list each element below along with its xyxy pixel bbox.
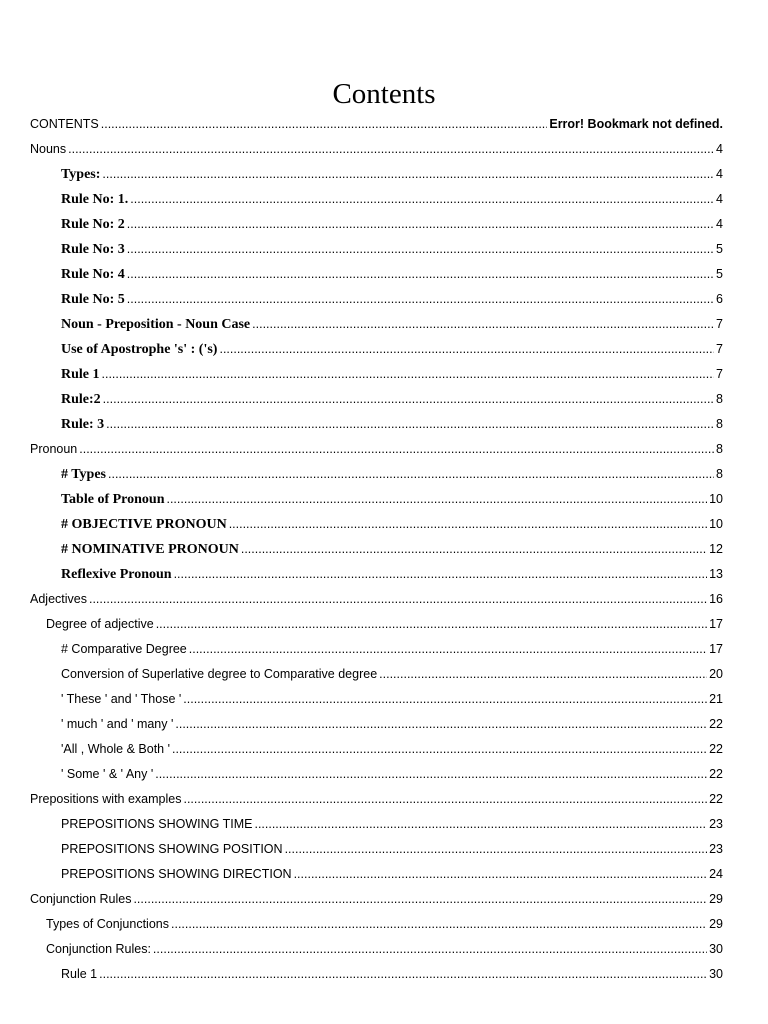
toc-entry-page: 20	[709, 667, 723, 681]
toc-entry-page: 13	[709, 567, 723, 581]
toc-entry-page: 7	[716, 317, 723, 331]
toc-entry[interactable]	[61, 512, 723, 537]
dot-leader	[379, 662, 707, 687]
toc-entry[interactable]	[61, 812, 723, 837]
toc-entry-label: # OBJECTIVE PRONOUN	[61, 517, 227, 532]
toc-entry[interactable]	[30, 587, 723, 612]
toc-entry-label: Rule No: 5	[61, 292, 125, 307]
toc-entry[interactable]	[61, 712, 723, 737]
toc-entry-page: 7	[716, 367, 723, 381]
toc-entry-label: Pronoun	[30, 442, 78, 456]
toc-entry-page: 21	[709, 692, 723, 706]
toc-entry-page: 29	[709, 892, 723, 906]
dot-leader	[99, 962, 707, 987]
toc-entry-label: ' These ' and ' Those '	[61, 692, 182, 706]
toc-entry-label: Conversion of Superlative degree to Comparative degree	[61, 667, 378, 681]
toc-entry[interactable]	[61, 962, 723, 987]
toc-entry-label: PREPOSITIONS SHOWING POSITION	[61, 842, 283, 856]
toc-entry[interactable]	[61, 837, 723, 862]
toc-entry-label: Conjunction Rules:	[46, 942, 151, 956]
toc-entry-page: 10	[709, 517, 723, 531]
toc-entry[interactable]	[61, 287, 723, 312]
toc-entry[interactable]	[61, 387, 723, 412]
toc-entry-label: Reflexive Pronoun	[61, 567, 172, 582]
dot-leader	[127, 287, 714, 312]
toc-entry[interactable]	[61, 337, 723, 362]
toc-entry-label: Rule No: 4	[61, 267, 125, 282]
toc-entry-label: Types of Conjunctions	[46, 917, 169, 931]
toc-entry-label: Rule: 3	[61, 417, 105, 432]
toc-entry-page: 23	[709, 842, 723, 856]
toc-entry-label: Adjectives	[30, 592, 87, 606]
toc-entry[interactable]	[61, 662, 723, 687]
toc-entry-label: Rule:2	[61, 392, 101, 407]
dot-leader	[89, 587, 707, 612]
toc-entry-page: 8	[716, 417, 723, 431]
dot-leader	[127, 237, 714, 262]
toc-entry[interactable]	[61, 537, 723, 562]
toc-entry[interactable]	[30, 137, 723, 162]
toc-entry[interactable]	[61, 212, 723, 237]
dot-leader	[219, 337, 714, 362]
dot-leader	[175, 712, 707, 737]
toc-entry-page: 29	[709, 917, 723, 931]
toc-entry-page: 8	[716, 467, 723, 481]
toc-entry-page: 10	[709, 492, 723, 506]
toc-entry[interactable]	[61, 412, 723, 437]
toc-entry[interactable]	[61, 562, 723, 587]
toc-entry[interactable]	[61, 237, 723, 262]
toc-entry-page: 22	[709, 717, 723, 731]
toc-entry-label: Table of Pronoun	[61, 492, 165, 507]
toc-entry-page: 16	[709, 592, 723, 606]
dot-leader	[229, 512, 707, 537]
toc-entry-page: 4	[716, 142, 723, 156]
toc-entry-label: ' Some ' & ' Any '	[61, 767, 154, 781]
dot-leader	[172, 737, 707, 762]
dot-leader	[101, 112, 548, 137]
toc-entry[interactable]	[61, 487, 723, 512]
toc-entry-page: 8	[716, 392, 723, 406]
dot-leader	[189, 637, 707, 662]
dot-leader	[127, 262, 714, 287]
dot-leader	[183, 687, 707, 712]
toc-entry[interactable]	[30, 112, 723, 137]
toc-entry-label: Prepositions with examples	[30, 792, 182, 806]
dot-leader	[102, 162, 714, 187]
dot-leader	[254, 812, 707, 837]
toc-entry-page: 22	[709, 767, 723, 781]
toc-entry-label: Conjunction Rules	[30, 892, 132, 906]
dot-leader	[183, 787, 707, 812]
toc-entry[interactable]	[61, 687, 723, 712]
toc-entry[interactable]	[61, 862, 723, 887]
dot-leader	[171, 912, 707, 937]
toc-entry-label: Degree of adjective	[46, 617, 154, 631]
dot-leader	[106, 412, 714, 437]
toc-entry-page: 22	[709, 792, 723, 806]
toc-entry-page: 30	[709, 942, 723, 956]
toc-entry-page: 4	[716, 167, 723, 181]
dot-leader	[79, 437, 714, 462]
toc-entry[interactable]	[61, 362, 723, 387]
dot-leader	[241, 537, 707, 562]
toc-entry-label: # Comparative Degree	[61, 642, 187, 656]
dot-leader	[156, 612, 707, 637]
toc-entry[interactable]	[61, 187, 723, 212]
toc-entry-page: 8	[716, 442, 723, 456]
dot-leader	[252, 312, 714, 337]
toc-entry-label: Rule No: 2	[61, 217, 125, 232]
dot-leader	[294, 862, 708, 887]
toc-entry[interactable]	[30, 887, 723, 912]
toc-entry-label: Use of Apostrophe 's' : ('s)	[61, 342, 218, 357]
toc-entry-page: 4	[716, 217, 723, 231]
toc-entry-page: Error! Bookmark not defined.	[549, 117, 723, 131]
dot-leader	[285, 837, 708, 862]
toc-entry-label: # Types	[61, 467, 106, 482]
toc-entry[interactable]	[46, 612, 723, 637]
toc-entry-page: 17	[709, 642, 723, 656]
toc-entry-label: Rule 1	[61, 967, 98, 981]
dot-leader	[127, 212, 714, 237]
toc-entry[interactable]	[61, 162, 723, 187]
toc-entry[interactable]	[30, 437, 723, 462]
toc-entry-label: ' much ' and ' many '	[61, 717, 174, 731]
dot-leader	[166, 487, 707, 512]
toc-entry[interactable]	[46, 912, 723, 937]
toc-entry-label: Nouns	[30, 142, 67, 156]
toc-entry-label: PREPOSITIONS SHOWING TIME	[61, 817, 253, 831]
toc-entry[interactable]	[46, 937, 723, 962]
toc-entry-label: Noun - Preposition - Noun Case	[61, 317, 251, 332]
dot-leader	[174, 562, 708, 587]
dot-leader	[102, 362, 715, 387]
dot-leader	[130, 187, 714, 212]
toc-entry-page: 23	[709, 817, 723, 831]
toc-entry-label: 'All , Whole & Both '	[61, 742, 170, 756]
toc-entry[interactable]	[61, 262, 723, 287]
toc-entry-label: Rule 1	[61, 367, 100, 382]
toc-entry-page: 17	[709, 617, 723, 631]
dot-leader	[155, 762, 707, 787]
toc-entry-label: Rule No: 3	[61, 242, 125, 257]
toc-entry-page: 6	[716, 292, 723, 306]
toc-entry[interactable]	[61, 762, 723, 787]
dot-leader	[103, 387, 714, 412]
toc-entry-page: 4	[716, 192, 723, 206]
toc-entry-label: Rule No: 1.	[61, 192, 129, 207]
page-title: Contents	[332, 78, 436, 110]
toc-entry[interactable]	[61, 637, 723, 662]
toc-entry-label: CONTENTS	[30, 117, 99, 131]
dot-leader	[68, 137, 714, 162]
toc-entry[interactable]	[30, 787, 723, 812]
toc-entry-label: # NOMINATIVE PRONOUN	[61, 542, 239, 557]
toc-entry-page: 12	[709, 542, 723, 556]
toc-entry[interactable]	[61, 737, 723, 762]
toc-entry-page: 22	[709, 742, 723, 756]
toc-entry-label: PREPOSITIONS SHOWING DIRECTION	[61, 867, 292, 881]
dot-leader	[108, 462, 714, 487]
toc-entry[interactable]	[61, 462, 723, 487]
toc-entry-page: 5	[716, 242, 723, 256]
dot-leader	[133, 887, 707, 912]
toc-entry-page: 30	[709, 967, 723, 981]
toc-entry[interactable]	[61, 312, 723, 337]
toc-entry-page: 5	[716, 267, 723, 281]
dot-leader	[153, 937, 707, 962]
toc-entry-page: 7	[716, 342, 723, 356]
toc-entry-label: Types:	[61, 167, 101, 182]
toc-entry-page: 24	[709, 867, 723, 881]
